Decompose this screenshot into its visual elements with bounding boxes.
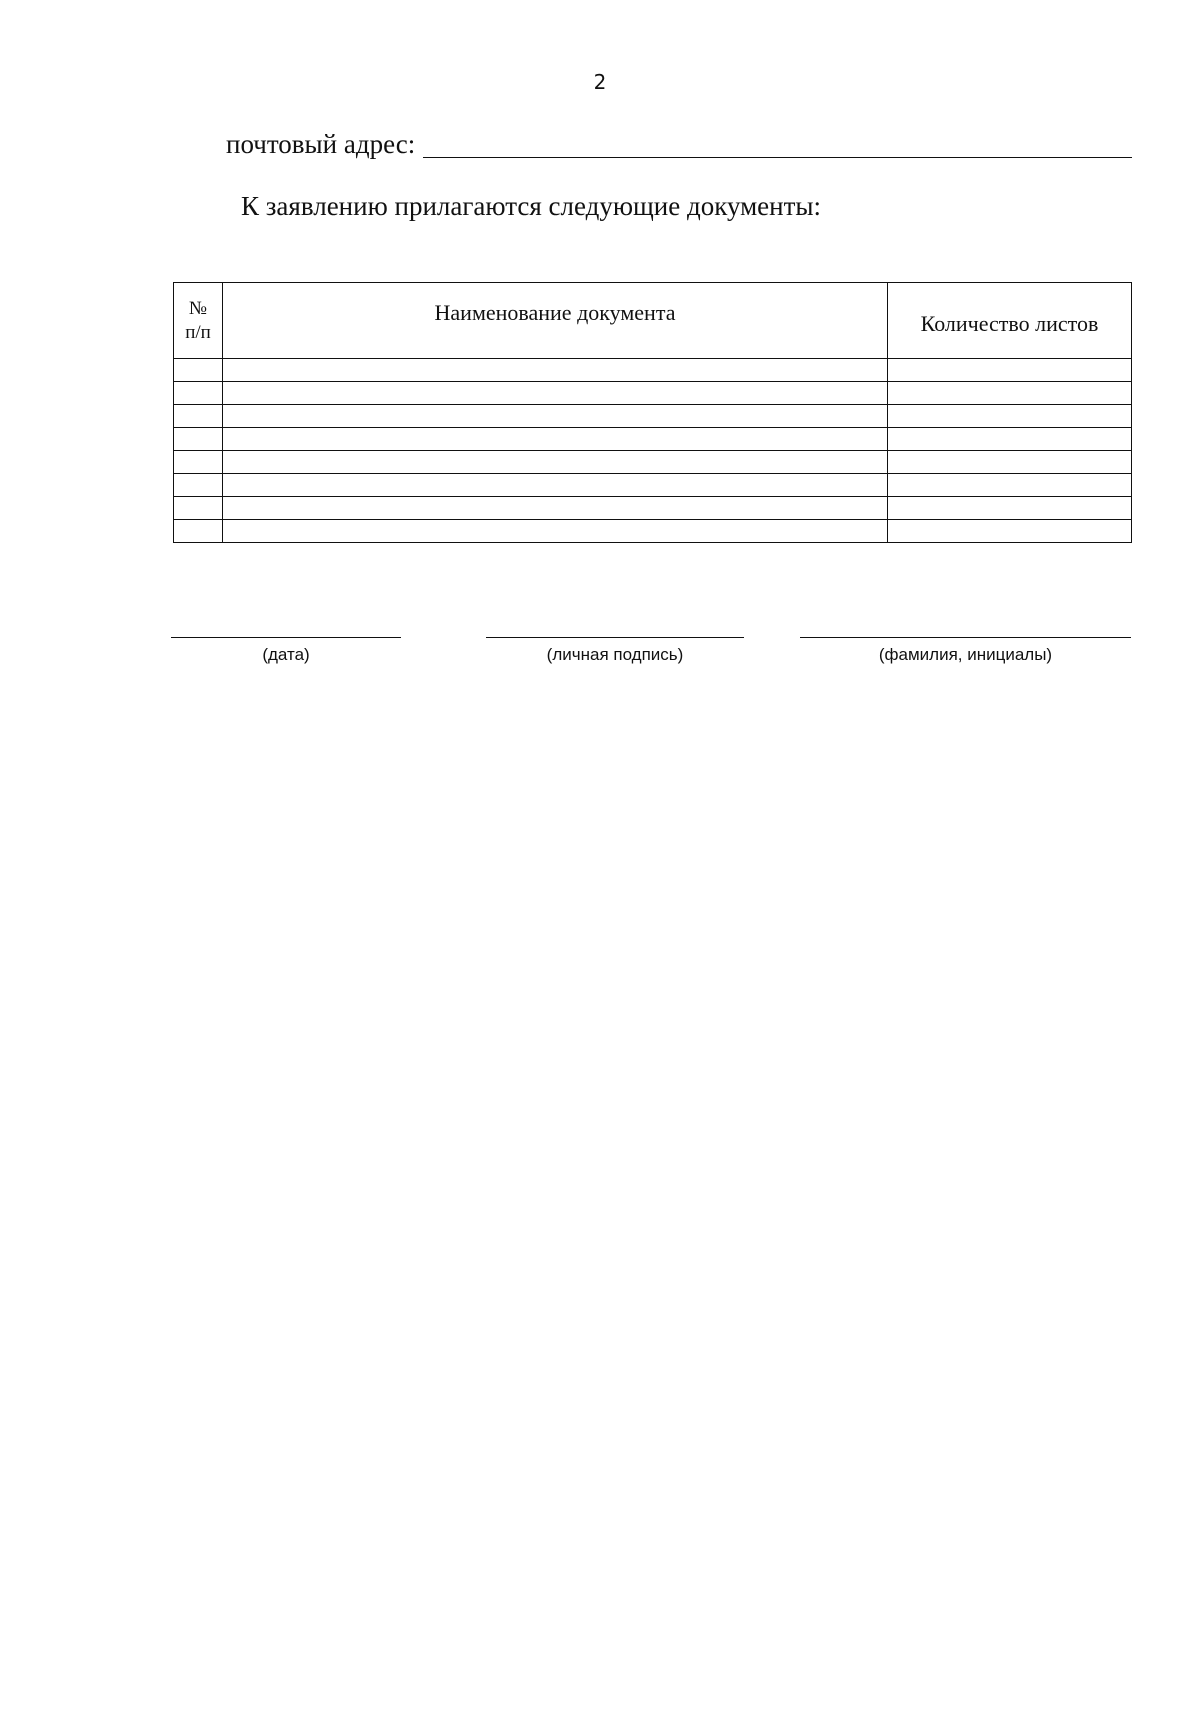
- cell-number[interactable]: [174, 497, 223, 520]
- cell-sheet-count[interactable]: [888, 428, 1132, 451]
- cell-number[interactable]: [174, 359, 223, 382]
- signature-caption: (личная подпись): [546, 645, 684, 664]
- date-caption: (дата): [262, 645, 310, 664]
- cell-document-name[interactable]: [223, 520, 888, 543]
- column-header-number: [174, 283, 223, 359]
- cell-sheet-count[interactable]: [888, 520, 1132, 543]
- table-row: [174, 451, 1132, 474]
- full-name-block: [800, 636, 1131, 665]
- table-row: [174, 520, 1132, 543]
- cell-document-name[interactable]: [223, 428, 888, 451]
- attachments-table-body: [174, 359, 1132, 543]
- cell-document-name[interactable]: [223, 405, 888, 428]
- cell-number[interactable]: [174, 474, 223, 497]
- table-row: [174, 428, 1132, 451]
- postal-address-label: почтовый адрес:: [226, 129, 416, 159]
- cell-number[interactable]: [174, 382, 223, 405]
- table-row: [174, 474, 1132, 497]
- cell-sheet-count[interactable]: [888, 474, 1132, 497]
- cell-number[interactable]: [174, 520, 223, 543]
- attachments-heading: К заявлению прилагаются следующие документы:: [241, 191, 822, 221]
- attachments-table: [173, 282, 1132, 543]
- personal-signature-block: [486, 636, 744, 665]
- full-name-caption: (фамилия, инициалы): [878, 645, 1053, 664]
- cell-sheet-count[interactable]: [888, 382, 1132, 405]
- table-row: [174, 497, 1132, 520]
- date-signature-block: [171, 636, 401, 665]
- table-row: [174, 405, 1132, 428]
- cell-document-name[interactable]: [223, 382, 888, 405]
- cell-sheet-count[interactable]: [888, 497, 1132, 520]
- page-number: 2: [593, 70, 607, 94]
- cell-document-name[interactable]: [223, 451, 888, 474]
- cell-number[interactable]: [174, 451, 223, 474]
- postal-address-field[interactable]: [423, 127, 1132, 158]
- number-sign: №: [188, 297, 208, 319]
- table-row: [174, 382, 1132, 405]
- cell-document-name[interactable]: [223, 474, 888, 497]
- full-name-line[interactable]: [800, 636, 1131, 638]
- cell-document-name[interactable]: [223, 359, 888, 382]
- cell-number[interactable]: [174, 428, 223, 451]
- column-header-sheet-count: Количество листов: [888, 283, 1132, 359]
- cell-sheet-count[interactable]: [888, 359, 1132, 382]
- cell-sheet-count[interactable]: [888, 405, 1132, 428]
- table-header-row: [174, 283, 1132, 359]
- signature-line[interactable]: [486, 636, 744, 638]
- number-abbrev: п/п: [185, 321, 211, 343]
- postal-address-row: [226, 124, 1132, 160]
- cell-sheet-count[interactable]: [888, 451, 1132, 474]
- column-header-document-name: Наименование документа: [223, 283, 888, 359]
- cell-document-name[interactable]: [223, 497, 888, 520]
- cell-number[interactable]: [174, 405, 223, 428]
- date-line[interactable]: [171, 636, 401, 638]
- table-row: [174, 359, 1132, 382]
